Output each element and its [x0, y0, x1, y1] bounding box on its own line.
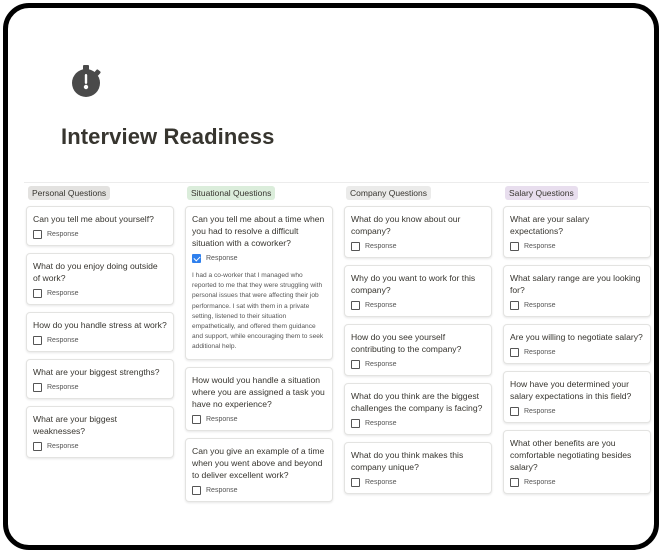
card[interactable]	[26, 359, 174, 399]
response-label: Response	[206, 415, 238, 423]
response-checkbox[interactable]	[351, 419, 360, 428]
card-question: What salary range are you looking for?	[510, 273, 641, 295]
response-checkbox[interactable]	[192, 254, 201, 263]
response-checkbox[interactable]	[33, 230, 42, 239]
card-question: Can you tell me about a time when you had to resolve a difficult situation with a coworker?	[192, 214, 325, 248]
response-checkbox[interactable]	[351, 478, 360, 487]
response-checkbox[interactable]	[33, 336, 42, 345]
response-label: Response	[47, 337, 79, 344]
page-title: Interview Readiness	[61, 124, 275, 149]
card[interactable]	[344, 265, 492, 317]
response-checkbox[interactable]	[192, 486, 201, 495]
card-question: How do you handle stress at work?	[33, 320, 167, 330]
card-question: Can you tell me about yourself?	[33, 214, 154, 224]
card-question: How do you see yourself contributing to the company?	[351, 332, 462, 354]
card[interactable]	[503, 430, 651, 494]
card-question: What do you think are the biggest challenges the company is facing?	[351, 391, 483, 413]
card-question: What do you enjoy doing outside of work?	[33, 261, 158, 283]
column-header[interactable]: Salary Questions	[505, 186, 578, 200]
response-label: Response	[524, 408, 556, 415]
card-question: Are you willing to negotiate salary?	[510, 332, 643, 342]
card-question: Can you give an example of a time when you went above and beyond to deliver excellent work?	[192, 445, 325, 480]
response-checkbox[interactable]	[351, 360, 360, 369]
response-label: Response	[365, 420, 397, 427]
response-checkbox[interactable]	[510, 242, 519, 251]
card[interactable]	[503, 324, 651, 364]
card[interactable]	[26, 206, 174, 246]
column-salary-questions	[503, 183, 651, 501]
card[interactable]	[26, 312, 174, 352]
card[interactable]	[344, 324, 492, 376]
column-header[interactable]: Personal Questions	[28, 186, 110, 200]
screenshot-frame	[3, 3, 659, 550]
response-label: Response	[365, 302, 397, 309]
card-question: What other benefits are you comfortable negotiating besides salary?	[510, 438, 632, 472]
card[interactable]	[344, 383, 492, 435]
card[interactable]	[344, 206, 492, 258]
response-checkbox[interactable]	[33, 442, 42, 451]
card-question: How have you determined your salary expectations in this field?	[510, 379, 632, 401]
response-checkbox[interactable]	[351, 301, 360, 310]
response-checkbox[interactable]	[510, 478, 519, 487]
column-header[interactable]: Company Questions	[346, 186, 431, 200]
column-situational-questions	[185, 183, 333, 509]
card[interactable]	[185, 367, 333, 431]
card-question: Why do you want to work for this company?	[351, 273, 476, 295]
response-checkbox[interactable]	[510, 407, 519, 416]
card-question: What are your biggest strengths?	[33, 367, 160, 377]
response-label: Response	[524, 302, 556, 309]
response-label: Response	[206, 255, 238, 262]
response-checkbox[interactable]	[510, 348, 519, 357]
response-checkbox[interactable]	[33, 289, 42, 298]
response-label: Response	[47, 443, 79, 450]
response-label: Response	[365, 479, 397, 486]
card-question: What are your salary expectations?	[510, 214, 590, 236]
card-question: What are your biggest weaknesses?	[33, 414, 118, 436]
response-label: Response	[365, 361, 397, 368]
response-checkbox[interactable]	[192, 415, 201, 424]
card[interactable]	[26, 406, 174, 458]
card[interactable]	[26, 253, 174, 305]
response-checkbox[interactable]	[33, 383, 42, 392]
response-label: Response	[524, 349, 556, 356]
response-label: Response	[47, 384, 79, 391]
stopwatch-icon	[68, 61, 108, 101]
card[interactable]	[503, 206, 651, 258]
column-company-questions	[344, 183, 492, 501]
response-label: Response	[47, 231, 79, 238]
response-label: Response	[524, 243, 556, 250]
card[interactable]	[503, 265, 651, 317]
card-question: What do you know about our company?	[351, 214, 461, 236]
response-label: Response	[47, 290, 79, 297]
column-personal-questions	[26, 183, 174, 465]
page-content	[8, 8, 654, 545]
response-checkbox[interactable]	[351, 242, 360, 251]
card[interactable]	[344, 442, 492, 494]
card-note: I had a co-worker that I managed who reported to me that they were struggling with personal issues that were affecting their job performance. I sat with them in a private setting, listened to their situation empathetically, and offered them guidance and support, while encouraging them to seek additional help.	[192, 272, 324, 351]
response-checkbox[interactable]	[510, 301, 519, 310]
card[interactable]	[185, 206, 333, 360]
card[interactable]	[185, 438, 333, 502]
response-label: Response	[524, 479, 556, 486]
card-question: What do you think makes this company unique?	[351, 450, 464, 472]
column-header[interactable]: Situational Questions	[187, 186, 275, 200]
response-label: Response	[365, 243, 397, 250]
response-label: Response	[206, 486, 238, 494]
card[interactable]	[503, 371, 651, 423]
card-question: How would you handle a situation where you are assigned a task you have no experience?	[192, 374, 325, 409]
